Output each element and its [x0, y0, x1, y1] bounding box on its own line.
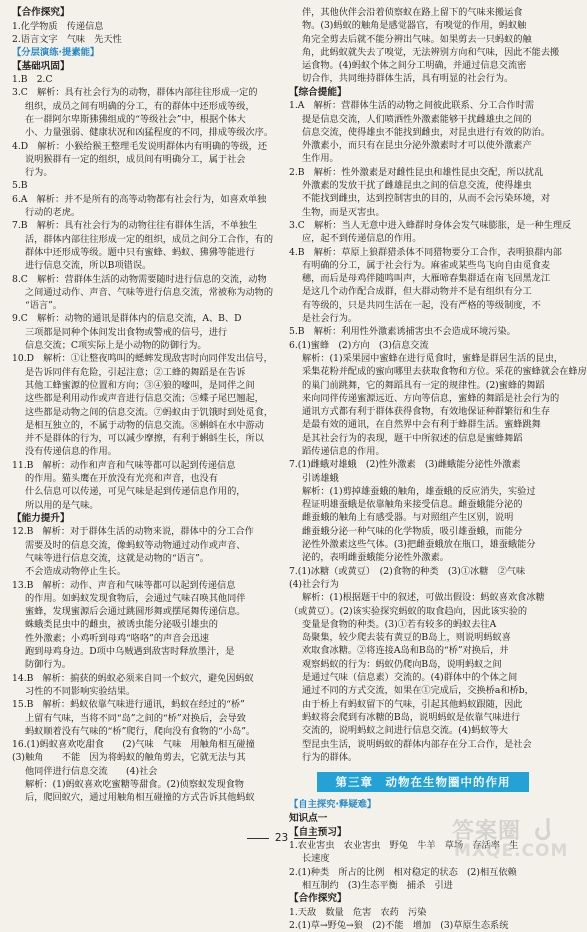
- answer-line: 有等级的，只是共同生活在一起，没有严格的等级制度，不: [302, 299, 541, 311]
- ability-answers: [12, 525, 280, 578]
- answer-line: 提是信息交流，人们喷洒性外激素能够干扰雌雄虫之间的: [302, 113, 532, 125]
- answer-line: 7.B 解析：具有社会行为的动物往往有群体生活，不单独生: [12, 220, 258, 232]
- answer-line: (3)触角 不能 因为将蚂蚁的触角剪去，它就无法与其: [12, 752, 246, 764]
- answer-line: 什么信息可以传递，可见气味是起到传递信息作用的，: [25, 486, 246, 498]
- answer-line: 解析：(1)剪掉雄蚕蛾的触角，雄蚕蛾的反应消失，实验过: [302, 485, 536, 497]
- answer-line: 活，群体内部往往形成一定的组织，成员之间分工合作，有的: [25, 233, 274, 245]
- site-watermark: [452, 814, 569, 864]
- cooperative-answers: [289, 906, 551, 932]
- answer-line: 性外激素；小鸡听到母鸡“咯咯”的声音会迅速: [25, 632, 209, 644]
- answer-line: 跑到母鸡身边。D项中乌贼遇到敌害时释放墨汁，是: [25, 646, 235, 658]
- answer-line: 由于桥上有蚂蚁留下的气味，引起其他蚂蚁跟随，因此: [302, 698, 523, 710]
- answer-line: 10.D 解析：①让整夜鸣叫的蟋蟀发现敌害时向同伴发出信号，: [12, 353, 273, 365]
- answer-line: 6.(1)蜜蜂 (2)方向 (3)信息交流: [289, 339, 429, 351]
- answer-line: 泌性外激素这些气体。(3)把雌蚕蛾放在瓶口，雄蚕蛾能分: [302, 539, 536, 551]
- answer-line: 是相互独立的，不属于动物的信息交流。⑧蝌蚪在水中游动: [25, 419, 264, 431]
- hook-logo-icon: [534, 816, 556, 840]
- answer-line: 变量是食物的种类。(3)①若有较多的蚂蚁去往A: [302, 618, 497, 630]
- knowledge-point-label: 知识点一: [289, 812, 328, 824]
- answer-line: 是通过气味（信息素）交流的。(4)群体中的个体之间: [302, 672, 518, 684]
- answer-line: 行为的群体。: [302, 751, 358, 763]
- answer-line: 解析：(1)根据题干中的叙述，可做出假设：蚂蚁喜欢食冰糖: [302, 592, 545, 604]
- answer-line: 5.B: [12, 180, 28, 192]
- answer-line: 蚂蚁将会爬到有冰糖的B岛，说明蚂蚁是依靠气味进行: [302, 711, 521, 723]
- answer-line: 13.B 解析：动作、声音和气味等都可以起到传递信息: [12, 579, 236, 591]
- answer-line: 行为。: [25, 167, 53, 179]
- answer-line: 角完全剪去后就不能分辨出气味。如果剪去一只蚂蚁的触: [302, 33, 532, 45]
- answer-line: 有明确的分工，属于社会行为。麻雀或某些鸟飞向自由觅食麦: [302, 259, 551, 271]
- answer-line: （或黄豆）。(2)该实验探究蚂蚁的取食趋向，因此该实验的: [289, 605, 528, 617]
- answer-line: 并不是群体的行为，可以减少摩擦，有利于蝌蚪生长，所以: [25, 433, 264, 445]
- answer-line: 切合作，共同维持群体生活，具有明显的社会行为。: [302, 73, 514, 85]
- answer-line: 2.语言文字 气味 先天性: [12, 33, 122, 45]
- answer-line: 在一群阿尔卑斯狒狒组成的“等级社会”中，根据个体大: [25, 113, 246, 125]
- answer-line: 行动的老虎。: [25, 207, 81, 219]
- answer-line: 12.B 解析：对于群体生活的动物来说，群体中的分工合作: [12, 526, 254, 538]
- answer-line: 观察蚂蚁的行为：蚂蚁仍爬向B岛，说明蚂蚁之间: [302, 658, 502, 670]
- answer-line: 这些都是利用动作或声音进行信息交流；⑤蝶子尾巴翘起，: [25, 393, 264, 405]
- answer-line: 之间通过动作、声音、气味等进行信息交流，常被称为动物的: [25, 286, 274, 298]
- answer-line: 后，爬回蚁穴，通过用触角相互碰撞的方式告诉其他蚂蚁: [25, 792, 255, 804]
- answer-line: 14.B 解析：掮获的蚂蚁必须来自同一个蚁穴，避免因蚂蚁: [12, 672, 254, 684]
- answer-line: 雌蚕蛾的触角上有感受器。与对照组产生区别，说明: [302, 512, 514, 524]
- answer-line: 蚂蚁顺着没有气味的“桥”爬行，爬向没有食物的“小岛”。: [25, 725, 256, 737]
- answer-line: 所以用的是气味。: [25, 499, 99, 511]
- answer-line: 不会造成动物停止生长。: [25, 566, 127, 578]
- answer-line: 小、力量强弱、健康状况和凶猛程度的不同，排成等级次序。: [25, 127, 274, 139]
- heading-self-preview: 【自主预习】: [289, 826, 347, 838]
- answer-line: 不能找到雌虫，达到控制害虫的目的，从而不会污染环境，对: [302, 193, 551, 205]
- answer-line: 【合作探究】: [12, 7, 70, 18]
- right-column: [289, 6, 587, 932]
- answer-line: 8.C 解析：营群体生活的动物需要随时进行信息的交流，动物: [12, 273, 267, 285]
- answer-line: 是告诉同伴有危险，引起注意；②工蜂的舞蹈是在告诉: [25, 366, 246, 378]
- answer-line: 2.B 解析：性外激素是对雌性昆虫和雄性昆虫交配，所以扰乱: [289, 166, 544, 178]
- answer-line: 解析：(1)蚂蚁喜欢吃蜜糖等甜食。(2)侦察蚁发现食物: [25, 779, 244, 791]
- answer-line: 运食物。(4)蚂蚁个体之间分工明确，并通过信息交流密: [302, 60, 527, 72]
- answer-line: 相互制约 (3)生态平衡 捕杀 引进: [302, 880, 453, 892]
- answer-line: 1.A 解析：营群体生活的动物之间彼此联系、分工合作时需: [289, 100, 535, 112]
- answer-line: 上留有气味，当将不同“岛”之间的“桥”对换后，会导致: [25, 712, 246, 724]
- answer-line: 采集花粉并配成的蜜向哪里去获取食物和方位。采花的蜜蜂就会在蜂房: [302, 366, 587, 378]
- answer-line: 7.(1)冰糖（或黄豆） (2)食物的种类 (3)①冰糖 ②气味: [289, 565, 526, 577]
- answer-line: 的巢门前跳舞，它的舞蹈具有一定的规律性。(2)蜜蜂的舞蹈: [302, 379, 545, 391]
- answer-line: 来向同伴传递蜜源远近、方向等信息，蜜蜂的舞蹈是社会行为的: [302, 392, 560, 404]
- watermark-line2: MXQE.COM: [454, 841, 569, 861]
- heading-basic-consolidation: 【基础巩固】: [12, 60, 70, 72]
- answer-line: 解析：(1)采果园中蜜蜂在进行觅食时，蜜蜂是群居生活的昆虫，: [302, 352, 564, 364]
- answer-line: 1.B 2.C: [12, 74, 53, 86]
- answer-line: 的作用。猫头鹰在开放没有光亮和声音，也没有: [25, 473, 218, 484]
- chapter-title: 第三章 动物在生物圈中的作用: [317, 772, 529, 792]
- heading-comprehensive: 【综合提能】: [289, 86, 347, 98]
- answer-line: 蹈传递信息的作用。: [302, 446, 385, 457]
- answer-line: 是最有效的通讯，在自然界中会有利于蜂群生活。蜜蜂跳舞: [302, 419, 541, 431]
- answer-line: 角，此蚂蚁就失去了嗅觉，无法辨别方向和气味，因此不能去搬: [302, 46, 560, 58]
- answer-line: 信息交流，使得雄虫不能找到雌虫，对昆虫进行有效的防治。: [302, 126, 551, 138]
- answer-line: 没有传递信息的作用。: [25, 446, 117, 458]
- answer-line: 1.天敌 数量 危害 农药 污染: [289, 906, 427, 918]
- page-number-text: 23: [274, 832, 289, 844]
- answer-line: 物。(3)蚂蚁的触角是感觉器官，有嗅觉的作用，蚂蚁触: [302, 20, 527, 32]
- answer-line: 说明猴群有一定的组织，成员间有明确分工，属于社会: [25, 153, 246, 165]
- answer-line: 6.A 解析：并不是所有的高等动物都有社会行为，如喜欢单独: [12, 193, 267, 205]
- answer-line: 外激素小，而只有在昆虫分泌外激素时才可以使外激素产: [302, 140, 532, 152]
- answer-line: 欢取食冰糖。②将连接A岛和B岛的“桥”对换后，并: [302, 645, 509, 657]
- answer-line: 信息交流；C项实际上是小动物的防御行为。: [25, 340, 207, 352]
- answer-line: 习性的不同影响实验结果。: [25, 685, 136, 697]
- answer-line: 进行信息交流，所以B项错误。: [25, 260, 152, 272]
- answer-line: 1.化学物质 传递信息: [12, 20, 104, 32]
- answer-line: 群体中还形成等级。题中只有蜜蜂、蚂蚁、狒狒等能进行: [25, 246, 255, 258]
- continued-explanation: [289, 6, 560, 86]
- answer-line: 通过不同的方式交流，如果在①完成后，交换桥a和桥b，: [302, 685, 534, 697]
- basic-answers: [12, 73, 280, 512]
- answer-line: 型昆虫生活，说明蚂蚁的群体内部存在分工合作，是社会: [302, 738, 532, 750]
- answer-line: 9.C 解析：动物的通讯是群体内的信息交流，A、B、D: [12, 313, 242, 325]
- answer-line: 生物，而是灭害虫。: [302, 206, 385, 218]
- left-column: [12, 6, 280, 805]
- ability-answers-continued: [12, 579, 280, 805]
- answer-line: 交流的，说明蚂蚁之间进行信息交流。(4)蚂蚁等大: [302, 725, 508, 737]
- answer-line: 岛聚集，较少爬去装有黄豆的B岛上，则说明蚂蚁喜: [302, 632, 511, 644]
- watermark-line1: 答案圈: [452, 819, 522, 844]
- answer-line: 7.(1)雌蛾对雄蛾 (2)性外激素 (3)雌蛾能分泌性外激素: [289, 459, 521, 471]
- answer-line: 是社会行为。: [302, 313, 358, 325]
- answer-line: 泌的，表明雌蚕蛾能分泌性外激素。: [302, 552, 449, 564]
- answer-line: 气味等进行信息交流，这就是动物的“语言”。: [25, 552, 209, 564]
- answer-line: 4.D 解析：小猴给猴王整理毛发说明群体内有明确的等级，还: [12, 140, 268, 152]
- answer-line: 程证明雄蚕蛾是依靠触角来接受信息。雌蚕蛾能分泌的: [302, 499, 523, 511]
- answer-line: 长速度: [302, 853, 330, 865]
- heading-self-inquiry: 【自主探究·释疑难】: [289, 799, 377, 811]
- answer-line: 11.B 解析：动作和声音和气味等都可以起到传递信息: [12, 459, 236, 471]
- answer-line: (4)社会行为: [289, 578, 339, 590]
- answer-line: 2.(1)草→野兔→狼 (2)不能 增加 (3)草原生态系统: [289, 920, 509, 932]
- answer-line: 引诱雄蛾: [302, 472, 339, 484]
- heading-cooperative: 【合作探究】: [289, 893, 347, 905]
- answer-line: 应，起不到传递信息的作用。: [302, 233, 422, 245]
- answer-line: 伴，其他伙伴会沿着侦察蚁在路上留下的气味来搬运食: [302, 7, 523, 18]
- answer-line: 三项都是同种个体间发出食物或警戒的信号，进行: [25, 326, 228, 338]
- heading-layered-practice: 【分层演练·提素能】: [12, 47, 100, 59]
- answer-line: 3.C 解析：当人无意中进入蜂群时身体会发气味膨胀，是一种生理反: [289, 219, 572, 231]
- answer-line: 他同伴进行信息交流 (4)社会: [25, 765, 158, 777]
- answer-line: 的作用。如蚂蚁发现食物后，会通过气味召唤其他同伴: [25, 592, 246, 604]
- answer-line: 5.B 解析：利用性外激素诱捕害虫不会造成环境污染。: [289, 326, 516, 338]
- answer-line: 蛛蛾类昆虫中的雌虫，被诱虫能分泌吸引雄虫的: [25, 619, 218, 631]
- answer-line: 外激素的发放干扰了雌雄昆虫之间的信息交流，使得雄虫: [302, 180, 532, 192]
- answer-line: 通讯方式都有利于群体获得食物，有效地保证种群繁衍和生存: [302, 406, 551, 418]
- section-collaborative-inquiry: [12, 6, 280, 46]
- answer-line: 蜜蜂，发现蜜源后会通过跳圆形舞或摆尾舞传递信息。: [25, 606, 246, 618]
- comprehensive-answers: [289, 99, 587, 764]
- answer-line: 穗，而后是母鸡伴随鸣叫声，大雁啼春集群适在南飞回黑龙江: [302, 273, 551, 285]
- heading-ability-improvement: 【能力提升】: [12, 512, 70, 524]
- answer-line: 1.农业害虫 农业害虫 野兔 牛羊 草场 存活率 生: [289, 840, 519, 852]
- answer-line: 2.(1)种类 所占的比例 相对稳定的状态 (2)相互依赖: [289, 866, 517, 878]
- answer-line: 3.C 解析：具有社会行为的动物，群体内部往往形成一定的: [12, 87, 258, 99]
- answer-line: 16.(1)蚂蚁喜欢吃甜食 (2)气味 气味 用触角相互碰撞: [12, 739, 255, 751]
- answer-line: 这些都是动物之间的信息交流。⑦蚂蚁由于饥饿时到处觅食，: [25, 406, 274, 418]
- answer-line: 需要及时的信息交流，像蚂蚁等动物通过动作或声音、: [25, 539, 246, 551]
- answer-line: 是其社会行为的表现，题干中所叙述的信息是蜜蜂舞蹈: [302, 432, 523, 444]
- answer-line: 生作用。: [302, 153, 339, 165]
- answer-line: 4.B 解析：草原上狼群猎杀体不同猎物要分工合作，表明狼群内部: [289, 246, 562, 258]
- answer-line: 组织，成员之间有明确的分工，有的群体中还形成等级，: [25, 100, 255, 112]
- answer-line: 15.B 解析：蚂蚁依靠气味进行通讯，蚂蚁在经过的“桥”: [12, 699, 245, 711]
- answer-line: 是这几个动作配合成群，但大群动物并不是有组织有分工: [302, 286, 532, 298]
- answer-line: 雌蚕蛾分泌一种气味的化学物质，吸引雄蚕蛾，而能分: [302, 525, 523, 537]
- answer-line: 防御行为。: [25, 659, 71, 671]
- answer-line: “语言”。: [25, 300, 62, 312]
- answer-line: 其他工蜂蜜源的位置和方向；③④狼的嚎叫，是同伴之间: [25, 379, 255, 391]
